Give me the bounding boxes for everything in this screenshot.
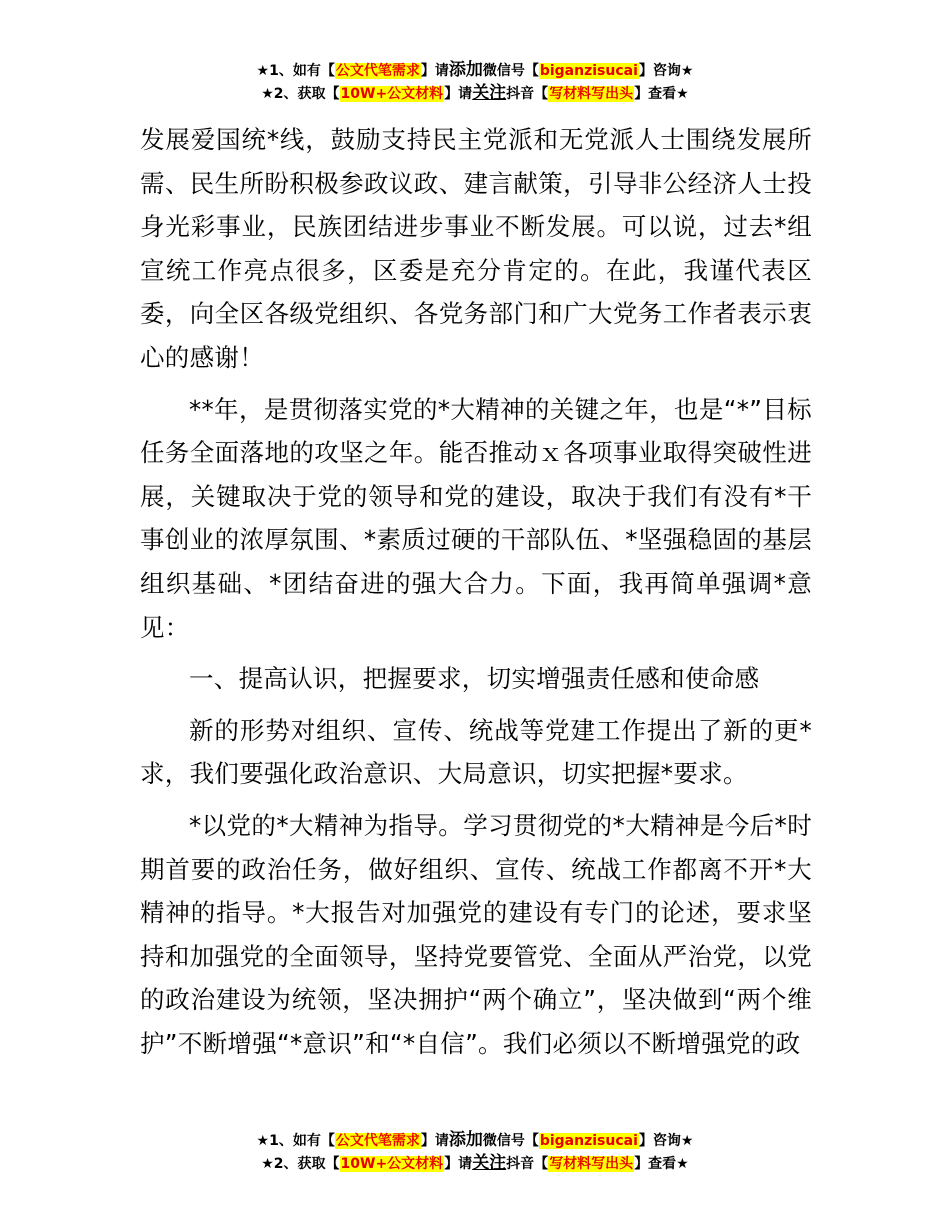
banner-text: ★2、获取【 [261, 1156, 340, 1172]
banner-emphasis: 关注 [472, 1153, 507, 1173]
banner-line-1 [0, 1129, 950, 1152]
banner-highlight: biganzisucai [539, 63, 638, 79]
paragraph: **年，是贯彻落实党的*大精神的关键之年，也是“*”目标任务全面落地的攻坚之年。能否推动ｘ各项事业取得突破性进展，关键取决于党的领导和党的建设，取决于我们有没有*干事创业的浓厚氛围、*素质过硬的干部队伍、*坚强稳固的基层组织基础、*团结奋进的强大合力。下面，我再简单强调*意见： [140, 394, 812, 642]
banner-highlight: 写材料写出头 [549, 1156, 634, 1172]
banner-text: 】咨询★ [638, 1133, 694, 1149]
banner-text: 】请 [420, 63, 449, 79]
banner-text: 抖音【 [506, 86, 549, 102]
paragraph: 新的形势对组织、宣传、统战等党建工作提出了新的更*求，我们要强化政治意识、大局意识，切实把握*要求。 [140, 715, 812, 789]
banner-highlight: 公文代笔需求 [335, 1133, 420, 1149]
paragraph: *以党的*大精神为指导。学习贯彻党的*大精神是今后*时期首要的政治任务，做好组织、宣传、统战工作都离不开*大精神的指导。*大报告对加强党的建设有专门的论述，要求坚持和加强党的全面领导，坚持党要管党、全面从严治党，以党的政治建设为统领，坚决拥护“两个确立”，坚决做到“两个维护”不断增强“*意识”和“*自信”。我们必须以不断增强党的政 [140, 810, 812, 1058]
banner-text: 】请 [420, 1133, 449, 1149]
footer-banner [0, 1129, 950, 1175]
header-banner [0, 59, 950, 105]
banner-text: ★2、获取【 [261, 86, 340, 102]
paragraph: 发展爱国统*线，鼓励支持民主党派和无党派人士围绕发展所需、民生所盼积极参政议政、建言献策，引导非公经济人士投身光彩事业，民族团结进步事业不断发展。可以说，过去*组宣统工作亮点很多，区委是充分肯定的。在此，我谨代表区委，向全区各级党组织、各党务部门和广大党务工作者表示衷心的感谢！ [140, 125, 812, 372]
banner-highlight: biganzisucai [539, 1133, 638, 1149]
banner-text: ★1、如有【 [256, 63, 335, 79]
banner-line-2 [0, 82, 950, 105]
banner-text: ★1、如有【 [256, 1133, 335, 1149]
banner-text: 微信号【 [482, 63, 539, 79]
banner-text: 】请 [444, 86, 473, 102]
banner-line-2 [0, 1152, 950, 1175]
banner-highlight: 写材料写出头 [549, 86, 634, 102]
banner-text: 】咨询★ [638, 63, 694, 79]
banner-text: 】查看★ [634, 86, 689, 102]
document-body [140, 118, 812, 1073]
banner-text: 】请 [444, 1156, 473, 1172]
banner-emphasis: 关注 [472, 83, 507, 103]
banner-emphasis: 添加 [448, 60, 483, 80]
banner-text: 】查看★ [634, 1156, 689, 1172]
banner-highlight: 10W+公文材料 [340, 1156, 444, 1172]
banner-line-1 [0, 59, 950, 82]
banner-text: 微信号【 [482, 1133, 539, 1149]
banner-text: 抖音【 [506, 1156, 549, 1172]
section-heading: 一、提高认识，把握要求，切实增强责任感和使命感 [189, 664, 760, 694]
banner-highlight: 公文代笔需求 [335, 63, 420, 79]
banner-emphasis: 添加 [448, 1130, 483, 1150]
banner-highlight: 10W+公文材料 [340, 86, 444, 102]
